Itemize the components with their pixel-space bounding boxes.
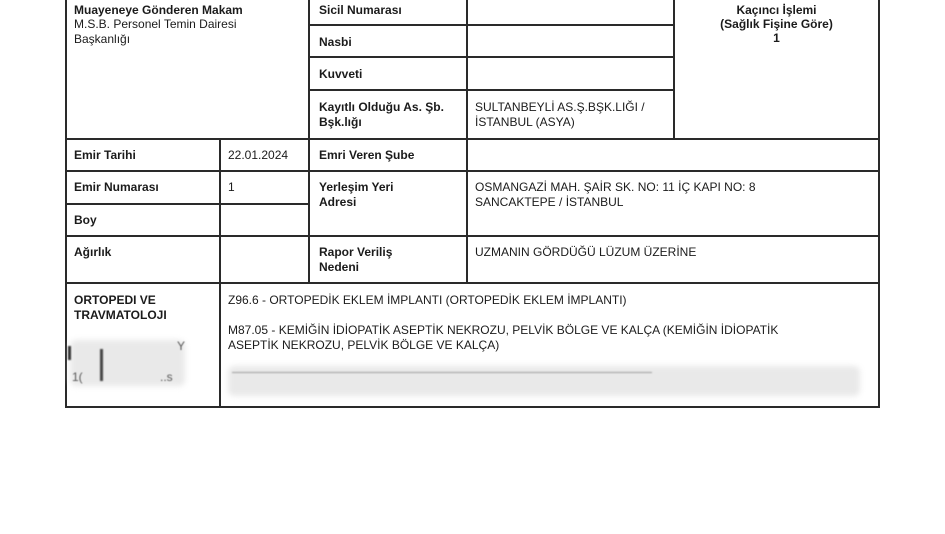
diagnosis-line: ASEPTİK NEKROZU, PELVİK BÖLGE VE KALÇA)	[228, 338, 500, 352]
address-value: OSMANGAZİ MAH. ŞAİR SK. NO: 11 İÇ KAPI NO: 8	[475, 180, 756, 194]
weight-label: Ağırlık	[74, 245, 112, 259]
table-line	[308, 0, 310, 284]
force-label: Kuvveti	[319, 67, 363, 81]
reason-value: UZMANIN GÖRDÜĞÜ LÜZUM ÜZERİNE	[475, 245, 697, 259]
redaction-stroke	[232, 372, 652, 373]
table-line	[65, 203, 308, 205]
diagnosis-line: Z96.6 - ORTOPEDİK EKLEM İMPLANTI (ORTOPEDİK EKLEM İMPLANTI)	[228, 293, 627, 307]
smudge-mark	[68, 346, 71, 360]
count-value: 1	[773, 31, 780, 45]
table-line	[308, 24, 674, 26]
address-value: SANCAKTEPE / İSTANBUL	[475, 195, 624, 209]
table-line	[308, 89, 674, 91]
branch-label: Kayıtlı Olduğu As. Şb.	[319, 100, 444, 114]
table-line	[65, 0, 67, 408]
table-line	[65, 406, 880, 408]
order-number-label: Emir Numarası	[74, 180, 159, 194]
reason-label: Nedeni	[319, 260, 360, 274]
smudged-text: ..s	[160, 370, 173, 384]
table-line	[65, 170, 880, 172]
count-label: Kaçıncı İşlemi	[736, 3, 817, 17]
order-number-value: 1	[228, 180, 235, 194]
table-line	[65, 235, 880, 237]
table-line	[466, 0, 468, 284]
address-label: Yerleşim Yeri	[319, 180, 394, 194]
smudged-text: Y	[177, 339, 186, 353]
class-label: Nasbi	[319, 35, 352, 49]
sender-label: Muayeneye Gönderen Makam	[74, 3, 243, 17]
table-line	[308, 56, 674, 58]
branch-value: SULTANBEYLİ AS.Ş.BŞK.LIĞI /	[475, 100, 645, 114]
redacted-area	[228, 366, 860, 396]
issuer-label: Emri Veren Şube	[319, 148, 415, 162]
department-label: TRAVMATOLOJI	[74, 308, 167, 322]
address-label: Adresi	[319, 195, 357, 209]
diagnosis-line: M87.05 - KEMİĞİN İDİOPATİK ASEPTİK NEKROZU, PELVİK BÖLGE VE KALÇA (KEMİĞİN İDİOPATİK	[228, 323, 779, 337]
table-line	[65, 282, 880, 284]
smudge-mark	[100, 349, 103, 381]
sender-value: M.S.B. Personel Temin Dairesi	[74, 17, 237, 31]
smudged-text: 1(	[72, 370, 83, 384]
table-line	[219, 138, 221, 408]
sender-value: Başkanlığı	[74, 32, 131, 46]
table-line	[878, 0, 880, 408]
department-label: ORTOPEDI VE	[74, 293, 156, 307]
reason-label: Rapor Veriliş	[319, 245, 393, 259]
table-line	[65, 138, 880, 140]
registry-label: Sicil Numarası	[319, 3, 402, 17]
branch-value: İSTANBUL (ASYA)	[475, 115, 575, 129]
order-date-label: Emir Tarihi	[74, 148, 136, 162]
count-label: (Sağlık Fişine Göre)	[720, 17, 833, 31]
order-date-value: 22.01.2024	[228, 148, 289, 162]
branch-label: Bşk.lığı	[319, 115, 362, 129]
height-label: Boy	[74, 213, 97, 227]
